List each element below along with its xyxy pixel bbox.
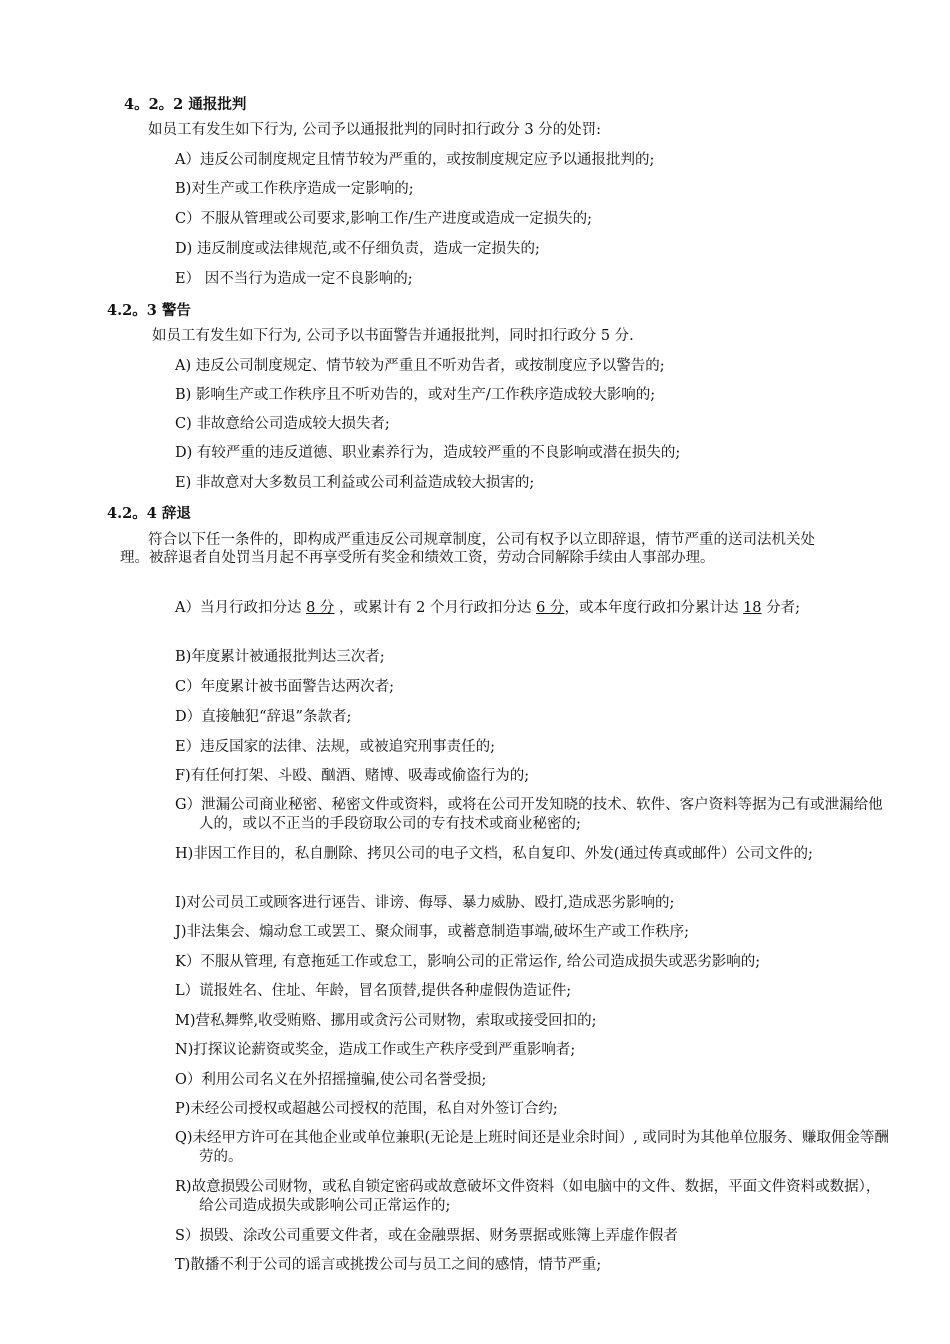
- section-heading-4-2-4: 4.2。4 辞退: [107, 505, 191, 522]
- annual-deduction-value: 18: [743, 600, 762, 616]
- list-item: D) 有较严重的违反道德、职业素养行为，造成较严重的不良影响或潜在损失的;: [175, 445, 681, 461]
- list-item: S）损毁、涂改公司重要文件者，或在金融票据、财务票据或账簿上弄虚作假者: [175, 1228, 678, 1244]
- list-item: N)打探议论薪资或奖金，造成工作或生产秩序受到严重影响者;: [175, 1042, 576, 1058]
- item-a-text-4: 分者;: [761, 600, 801, 616]
- list-item: E）违反国家的法律、法规，或被追究刑事责任的;: [175, 739, 495, 755]
- section-heading-4-2-2: 4。2。2 通报批判: [124, 96, 247, 113]
- list-item: P)未经公司授权或超越公司授权的范围，私自对外签订合约;: [175, 1101, 558, 1117]
- list-item: B) 影响生产或工作秩序且不听劝告的，或对生产/工作秩序造成较大影响的;: [175, 387, 656, 403]
- list-item: G）泄漏公司商业秘密、秘密文件或资料，或将在公司开发知晓的技术、软件、客户资料等据为己有或泄漏给他人的，或以不正当的手段窃取公司的专有技术或商业秘密的;: [175, 797, 883, 832]
- list-item: T)散播不利于公司的谣言或挑拨公司与员工之间的感情，情节严重;: [175, 1257, 602, 1273]
- list-item: A) 违反公司制度规定、情节较为严重且不听劝告者，或按制度应予以警告的;: [175, 358, 665, 374]
- list-item: M)营私舞弊,收受贿赂、挪用或贪污公司财物，索取或接受回扣的;: [175, 1013, 597, 1029]
- section-intro-4-2-3: 如员工有发生如下行为, 公司予以书面警告并通报批判，同时扣行政分 5 分.: [152, 328, 634, 344]
- section-intro-4-2-4: 符合以下任一条件的，即构成严重违反公司规章制度，公司有权予以立即辞退，情节严重的送司法机关处理。被辞退者自处罚当月起不再享受所有奖金和绩效工资，劳动合同解除手续由人事部办理。: [120, 532, 815, 566]
- list-item: J)非法集会、煽动怠工或罢工、聚众闹事，或蓄意制造事端,破坏生产或工作秩序;: [175, 924, 689, 940]
- list-item: B)对生产或工作秩序造成一定影响的;: [175, 181, 414, 197]
- list-item: K）不服从管理, 有意拖延工作或怠工，影响公司的正常运作, 给公司造成损失或恶劣影响的;: [175, 954, 761, 970]
- list-item: O）利用公司名义在外招摇撞骗,使公司名誉受损;: [175, 1072, 487, 1088]
- item-a-text-1: A）当月行政扣分达: [175, 600, 307, 616]
- list-item: D) 违反制度或法律规范,或不仔细负责，造成一定损失的;: [175, 241, 540, 257]
- list-item: R)故意损毁公司财物，或私自锁定密码或故意破坏文件资料（如电脑中的文件、数据，平面文件资料或数据），给公司造成损失或影响公司正常运作的;: [175, 1179, 881, 1214]
- list-item: H)非因工作目的，私自删除、拷贝公司的电子文档，私自复印、外发(通过传真或邮件）公司文件的;: [175, 846, 813, 862]
- list-item: L）谎报姓名、住址、年龄，冒名顶替,提供各种虚假伪造证件;: [175, 983, 572, 999]
- list-item: Q)未经甲方许可在其他企业或单位兼职(无论是上班时间还是业余时间）, 或同时为其他单位服务、赚取佣金等酬劳的。: [175, 1130, 889, 1165]
- list-item: A）违反公司制度规定且情节较为严重的，或按制度规定应予以通报批判的;: [175, 152, 655, 168]
- list-item: D）直接触犯“辞退”条款者;: [175, 709, 352, 725]
- list-item: I)对公司员工或顾客进行诬告、诽谤、侮辱、暴力威胁、殴打,造成恶劣影响的;: [175, 895, 675, 911]
- list-item: C）不服从管理或公司要求,影响工作/生产进度或造成一定损失的;: [175, 211, 592, 227]
- list-item: C）年度累计被书面警告达两次者;: [175, 679, 394, 695]
- section-intro-4-2-2: 如员工有发生如下行为, 公司予以通报批判的同时扣行政分 3 分的处罚:: [148, 122, 602, 138]
- list-item: B)年度累计被通报批判达三次者;: [175, 649, 385, 665]
- two-month-deduction-value: 6 分: [536, 600, 565, 616]
- item-a-text-3: ，或本年度行政扣分累计达: [564, 600, 744, 616]
- monthly-deduction-value: 8 分: [306, 600, 335, 616]
- section-heading-4-2-3: 4.2。3 警告: [107, 302, 191, 319]
- item-a-text-2: ，或累计有 2 个月行政扣分达: [334, 600, 537, 616]
- list-item: E） 因不当行为造成一定不良影响的;: [175, 271, 413, 287]
- list-item: F)有任何打架、斗殴、酗酒、赌博、吸毒或偷盗行为的;: [175, 768, 530, 784]
- list-item: E) 非故意对大多数员工利益或公司利益造成较大损害的;: [175, 475, 535, 491]
- list-item: C) 非故意给公司造成较大损失者;: [175, 416, 390, 432]
- list-item-a: [175, 599, 889, 618]
